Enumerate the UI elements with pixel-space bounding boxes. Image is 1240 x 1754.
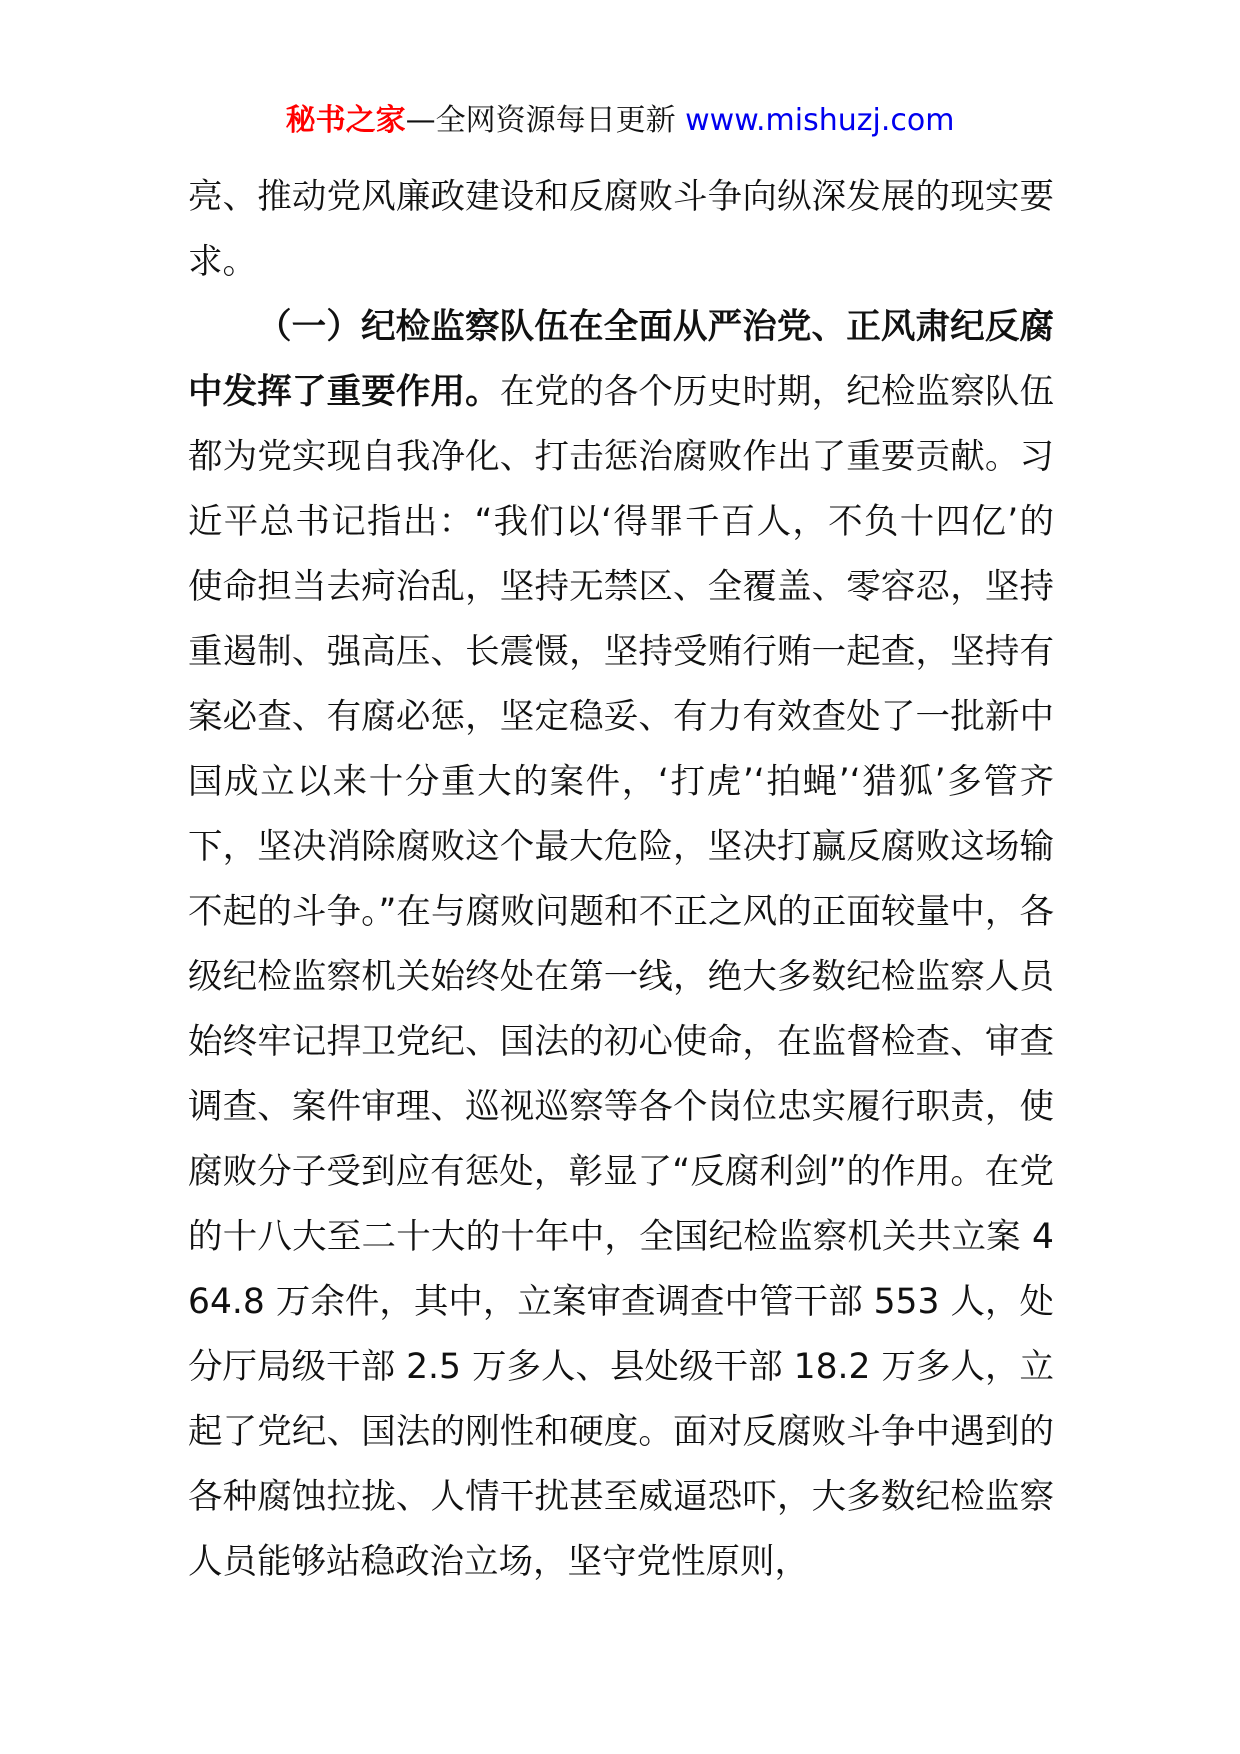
section-heading: （一）纪检监察队伍在全面从严治党、正风肃纪反腐中发挥了重要作用。 [188, 307, 1054, 412]
page-header [0, 101, 1240, 141]
document-body [188, 165, 1054, 1595]
paragraph-continued: 亮、推动党风廉政建设和反腐败斗争向纵深发展的现实要求。 [188, 177, 1054, 282]
website-link[interactable]: www.mishuzj.com [685, 103, 955, 138]
section-body-text: 在党的各个历史时期，纪检监察队伍都为党实现自我净化、打击惩治腐败作出了重要贡献。习近平总书记指出：“我们以‘得罪千百人，不负十四亿’的使命担当去疴治乱，坚持无禁区、全覆盖、零容忍，坚持重遏制、强高压、长震慑，坚持受贿行贿一起查，坚持有案必查、有腐必惩，坚定稳妥、有力有效查处了一批新中国成立以来十分重大的案件，‘打虎’‘拍蝇’‘猎狐’多管齐下，坚决消除腐败这个最大危险，坚决打赢反腐败这场输不起的斗争。”在与腐败问题和不正之风的正面较量中，各级纪检监察机关始终处在第一线，绝大多数纪检监察人员始终牢记捍卫党纪、国法的初心使命，在监督检查、审查调查、案件审理、巡视巡察等各个岗位忠实履行职责，使腐败分子受到应有惩处，彰显了“反腐利剑”的作用。在党的十八大至二十大的十年中，全国纪检监察机关共立案 464.8 万余件，其中，立案审查调查中管干部 553 人，处分厅局级干部 2.5 万多人、县处级干部 18.2 万多人，立起了党纪、国法的刚性和硬度。面对反腐败斗争中遇到的各种腐蚀拉拢、人情干扰甚至威逼恐吓，大多数纪检监察人员能够站稳政治立场，坚守党性原则， [188, 372, 1054, 1582]
brand-name: 秘书之家 [285, 103, 406, 138]
paragraph-section-one [188, 295, 1054, 1595]
header-slogan: —全网资源每日更新 [405, 103, 686, 138]
